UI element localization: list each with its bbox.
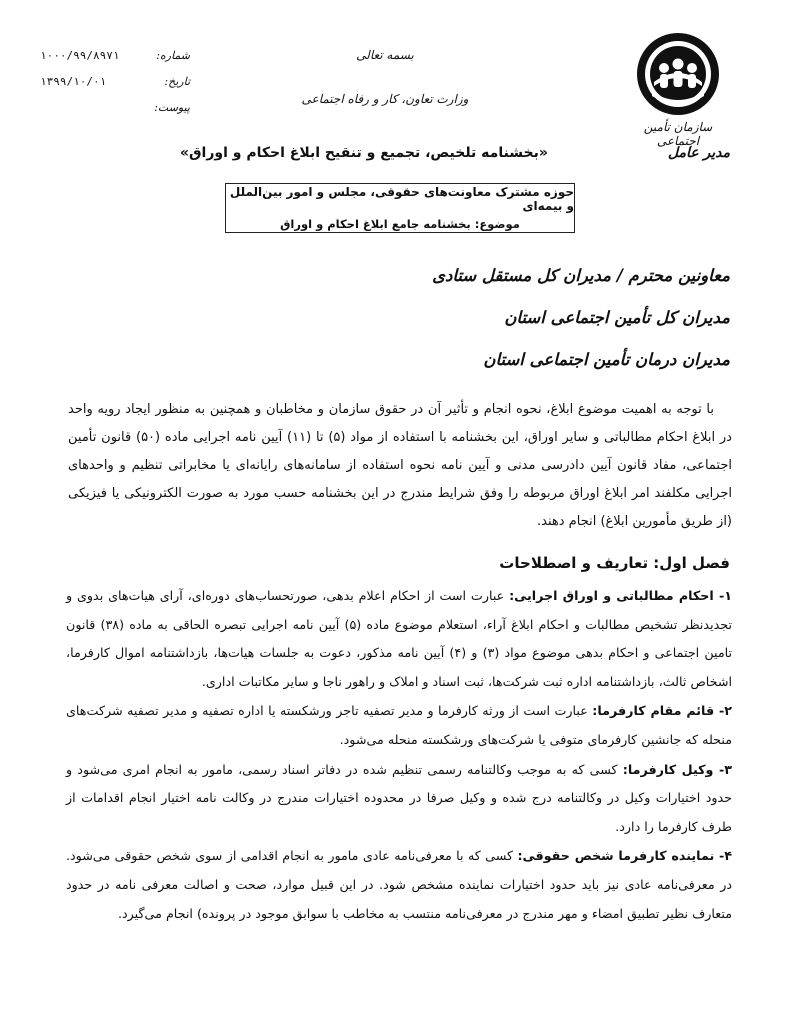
- letter-number: ۱۰۰۰/۹۹/۸۹۷۱: [40, 48, 120, 62]
- letter-body: [68, 396, 732, 536]
- ministry-name: وزارت تعاون، کار و رفاه اجتماعی: [301, 92, 469, 106]
- definition-item: [66, 756, 732, 842]
- definition-item: [66, 582, 732, 696]
- definition-item: [66, 697, 732, 754]
- circular-header: [40, 140, 730, 166]
- definition-text: عبارت است از احکام اعلام بدهی، صورتحساب‌های دوره‌ای، آرای هیات‌های بدوی و تجدیدنظر تشخیص مطالبات و احکام ابلاغ آراء، استعلام موضوع ماده (۵) آیین نامه اجرایی تبصره الحاقی به ماده (۳۸) قانون تامین اجتماعی و احکام بدهی موضوع مواد (۳) و (۴) آیین نامه مذکور، دعوت به جلسات هیات‌ها، بازداشتنامه اموال کارفرما، اشخاص ثالث، بازداشتنامه اداره ثبت شرکت‌ها، ثبت اسناد و املاک و راهور ناجا و سایر مکاتبات اداری.: [66, 588, 733, 689]
- letter-meta: [40, 42, 190, 120]
- addressee-tag: مدیر عامل: [667, 145, 730, 161]
- bismillah: بسمه تعالی: [356, 48, 414, 62]
- topic-subject: موضوع: بخشنامه جامع ابلاغ احکام و اوراق: [280, 217, 520, 231]
- logo-caption: سازمان تأمین اجتماعی: [643, 120, 713, 148]
- intro-paragraph: با توجه به اهمیت موضوع ابلاغ، نحوه انجام و تأثیر آن در حقوق سازمان و مخاطبان و همچنین به منظور ایجاد رویه واحد در ابلاغ احکام مطالباتی و سایر اوراق، این بخشنامه با استفاده از مواد (۵) تا (۱۱) آیین نامه اجرایی ماده (۵۰) قانون تأمین اجتماعی، مفاد قانون آیین دادرسی مدنی و آیین نامه نحوه استفاده از سامانه‌های رایانه‌ای یا مخابراتی تنظیم و واحدهای اجرایی مکلفند امر ابلاغ اوراق مربوطه را وفق شرایط مندرج در این بخشنامه حسب مورد به صورت الکترونیکی یا فیزیکی (از طریق مأمورین ابلاغ) انجام دهند.: [68, 402, 732, 529]
- definition-text: عبارت است از ورثه کارفرما و مدیر تصفیه تاجر ورشکسته یا اداره تصفیه و مدیر تصفیه شرکت‌های منحله که جانشین کارفرمای متوفی یا شرکت‌های ورشکسته منحله می‌شود.: [66, 703, 732, 747]
- definition-term: ۴- نماینده کارفرما شخص حقوقی:: [517, 848, 732, 864]
- definition-item: [66, 842, 732, 928]
- circular-title: «بخشنامه تلخیص، تجمیع و تنقیح ابلاغ احکام و اوراق»: [180, 145, 548, 161]
- meta-number-row: [40, 42, 190, 68]
- recipient-line: معاونین محترم / مدیران کل مستقل ستادی: [432, 266, 730, 285]
- date-label: تاریخ:: [164, 74, 190, 88]
- topic-department: حوزه مشترک معاونت‌های حقوقی، مجلس و امور بین‌الملل و بیمه‌ای: [229, 185, 574, 213]
- letter-date: ۱۳۹۹/۱۰/۰۱: [40, 74, 107, 88]
- recipient-line: مدیران درمان تأمین اجتماعی استان: [483, 350, 730, 369]
- organization-logo: [628, 30, 728, 148]
- ssio-emblem-icon: [634, 30, 722, 118]
- definition-text: کسی که با معرفی‌نامه عادی مامور به انجام اقدامی از سوی شخص حقوقی می‌شود. در معرفی‌نامه عادی نیز باید حدود اختیارات نماینده مشخص شود. در این قبیل موارد، صحت و اصالت معرفی نامه در حدود متعارف نظیر تطبیق امضاء و مهر مندرج در معرفی‌نامه منتسب به مخاطب با سوابق موجود در پرونده) انجام می‌گیرد.: [66, 848, 732, 921]
- definitions-list: [66, 582, 732, 929]
- meta-attachment-row: [40, 94, 190, 120]
- topic-box: [225, 183, 575, 233]
- attachment-label: پیوست:: [154, 100, 190, 114]
- number-label: شماره:: [156, 48, 190, 62]
- recipient-line: مدیران کل تأمین اجتماعی استان: [504, 308, 730, 327]
- definition-term: ۳- وکیل کارفرما:: [622, 761, 732, 777]
- definition-term: ۲- قائم مقام کارفرما:: [592, 703, 732, 719]
- definition-text: کسی که به موجب وکالتنامه رسمی تنظیم شده در دفاتر اسناد رسمی، مامور به انجام امری می‌شود و حدود اختیارات وکیل در وکالتنامه درج شده و وکیل صرفا در محدوده اختیارات مندرج در وکالت نامه اختیار انجام اقدامات از طرف کارفرما را دارد.: [66, 761, 732, 834]
- meta-date-row: [40, 68, 190, 94]
- definition-term: ۱- احکام مطالباتی و اوراق اجرایی:: [509, 588, 732, 603]
- recipients-list: [370, 255, 730, 381]
- section-title: فصل اول: تعاریف و اصطلاحات: [499, 554, 730, 572]
